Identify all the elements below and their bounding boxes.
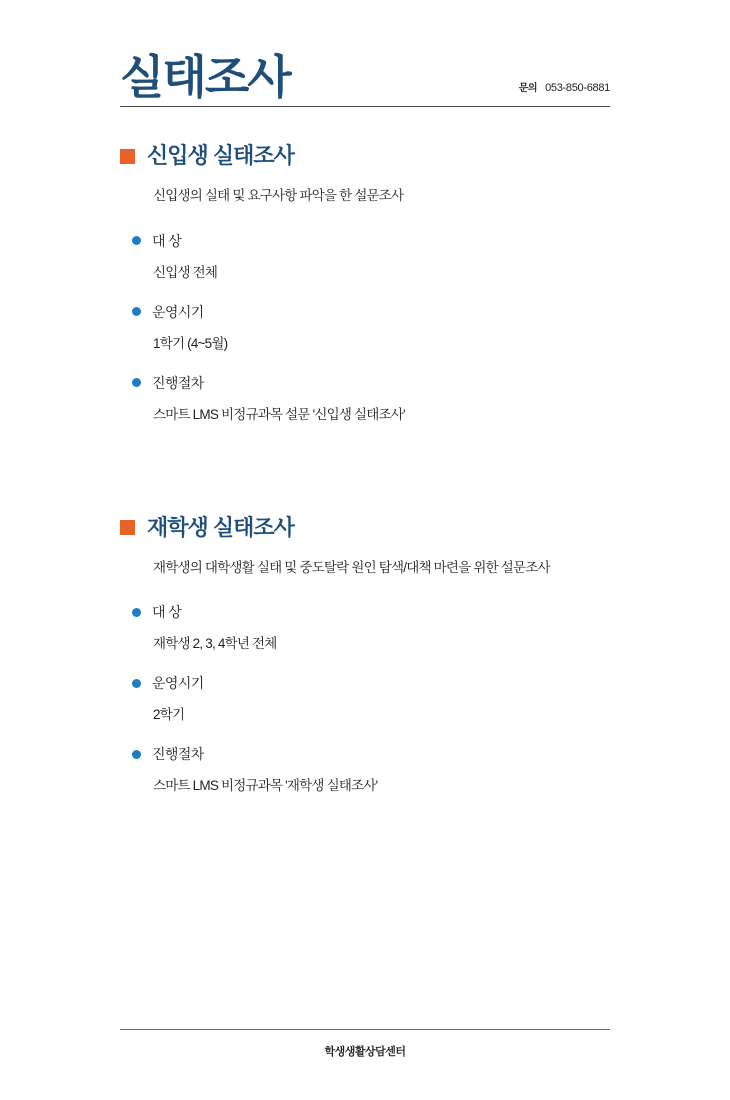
item-value: 재학생 2, 3, 4학년 전체	[153, 636, 277, 652]
bullet-dot-icon	[132, 750, 141, 759]
item-value: 스마트 LMS 비정규과목 설문 '신입생 실태조사'	[153, 406, 405, 422]
contact-info	[519, 79, 610, 100]
item-label: 운영시기	[152, 675, 204, 692]
item-label-row	[132, 605, 610, 619]
list-item	[120, 305, 610, 354]
item-label: 진행절차	[152, 374, 204, 391]
list-item	[120, 747, 610, 796]
page-title: 실태조사	[120, 51, 290, 103]
item-label-row	[132, 676, 610, 690]
item-label-row	[132, 305, 610, 319]
bullet-dot-icon	[132, 307, 141, 316]
list-item	[120, 605, 610, 654]
section-heading	[120, 514, 610, 540]
section-description: 재학생의 대학생활 실태 및 중도탈락 원인 탐색/대책 마련을 위한 설문조사	[153, 559, 550, 575]
section-title: 재학생 실태조사	[147, 514, 294, 540]
bullet-dot-icon	[132, 378, 141, 387]
list-item	[120, 234, 610, 283]
item-label: 운영시기	[152, 303, 204, 320]
orange-square-icon	[120, 520, 135, 535]
list-item	[120, 676, 610, 725]
bullet-dot-icon	[132, 679, 141, 688]
section-description: 신입생의 실태 및 요구사항 파악을 한 설문조사	[153, 188, 404, 203]
footer-text: 학생생활상담센터	[324, 1046, 406, 1058]
orange-square-icon	[120, 149, 135, 164]
section-freshman-survey	[120, 145, 610, 425]
section-heading	[120, 145, 610, 167]
section-title: 신입생 실태조사	[147, 143, 294, 168]
item-label-row	[132, 234, 610, 248]
bullet-dot-icon	[132, 236, 141, 245]
item-value: 2학기	[153, 707, 185, 723]
item-label-row	[132, 376, 610, 390]
item-label: 대 상	[152, 604, 182, 621]
item-value: 1학기 (4~5월)	[153, 335, 228, 351]
item-label-row	[132, 747, 610, 761]
contact-phone-number: 053-850-6881	[545, 82, 610, 94]
document-header	[120, 0, 610, 107]
bullet-dot-icon	[132, 608, 141, 617]
item-value: 신입생 전체	[153, 264, 218, 280]
contact-label: 문의	[518, 83, 538, 94]
section-enrolled-student-survey	[120, 514, 610, 797]
item-label: 진행절차	[152, 746, 204, 763]
item-label: 대 상	[152, 232, 182, 249]
item-value: 스마트 LMS 비정규과목 '재학생 실태조사'	[153, 778, 378, 794]
list-item	[120, 376, 610, 425]
document-footer	[120, 1029, 610, 1060]
